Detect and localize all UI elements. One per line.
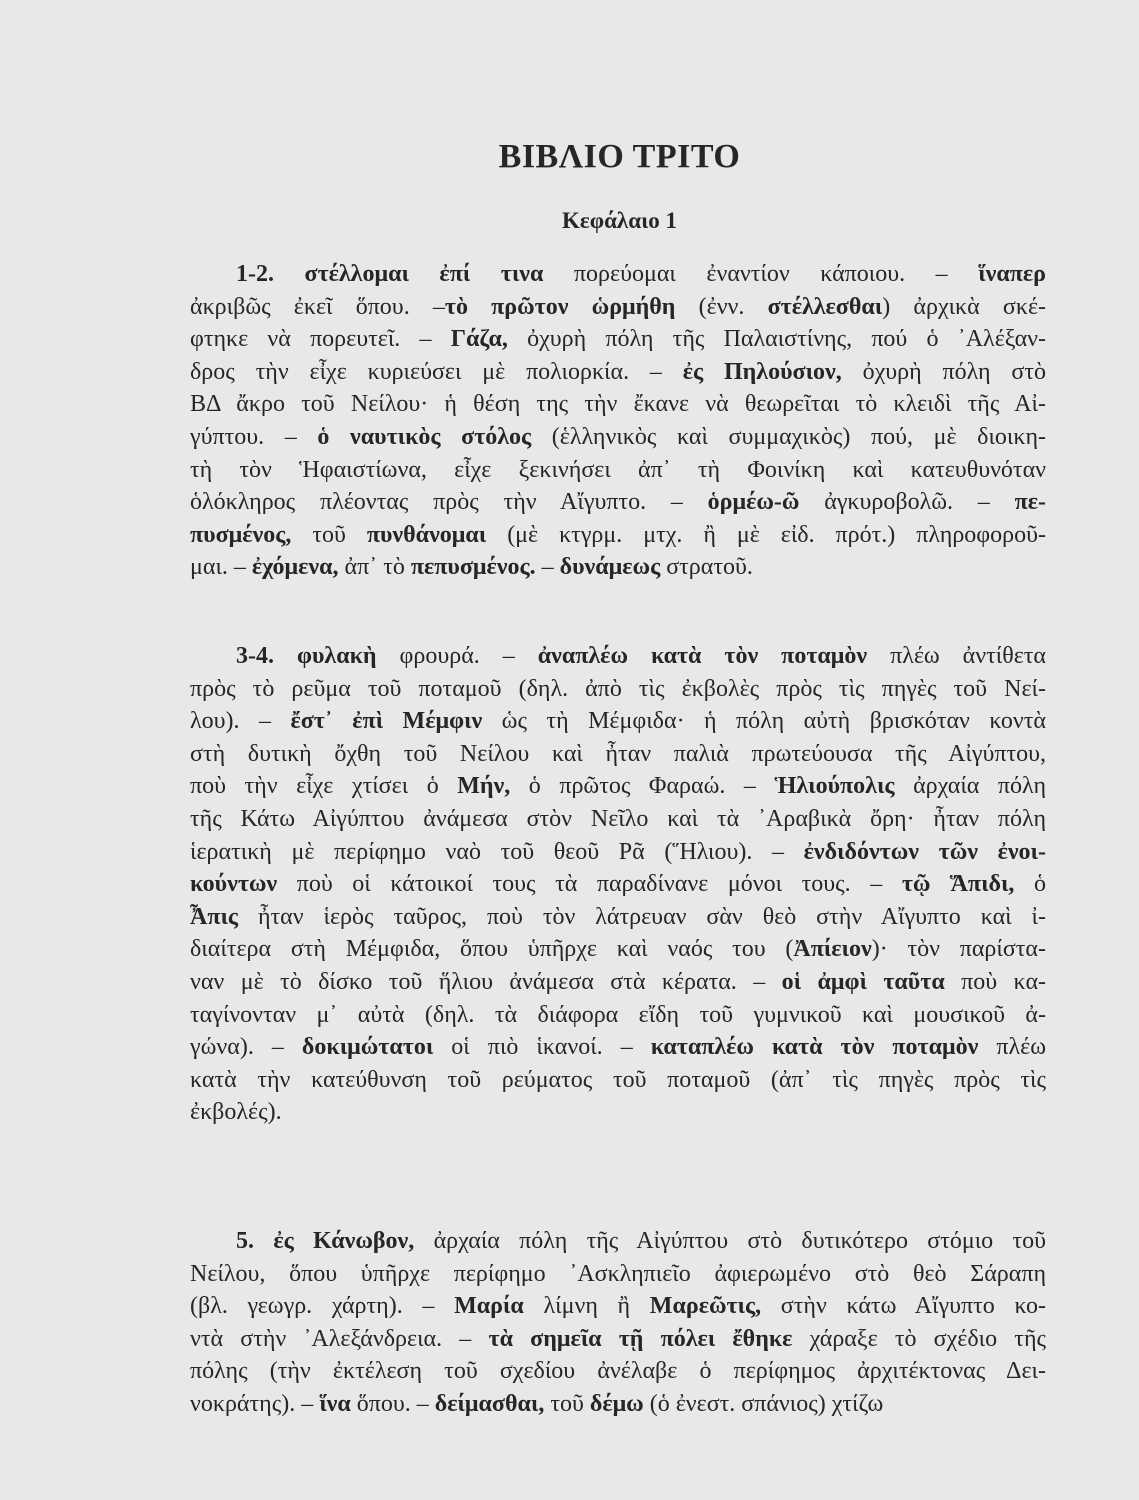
lemma-term: ἀναπλέω κατὰ τὸν ποταμὸν xyxy=(537,643,868,669)
lemma-term: πυνθάνομαι xyxy=(366,521,487,548)
lemma-term: τὰ σημεῖα τῇ πόλει ἔθηκε xyxy=(488,1325,793,1352)
gloss-text: φτηκε νὰ πορευτεῖ. – xyxy=(190,326,451,353)
gloss-text: ) ἀρχικὰ σκέ- xyxy=(882,293,1046,320)
gloss-text: ἐκβολές). xyxy=(190,1099,282,1126)
text-line xyxy=(190,519,1046,552)
lemma-term: 3-4. φυλακὴ xyxy=(236,643,377,669)
lemma-term: οἱ ἀμφὶ ταῦτα xyxy=(781,968,945,995)
text-line xyxy=(190,291,1046,324)
gloss-text: χάραξε τὸ σχέδιο τῆς xyxy=(792,1325,1046,1352)
text-line xyxy=(190,421,1046,454)
text-line xyxy=(190,966,1046,999)
gloss-text: τοῦ xyxy=(291,521,367,548)
text-line xyxy=(190,770,1046,803)
gloss-text: ὀχυρὴ πόλη τῆς Παλαιστίνης, πού ὁ ᾿Αλέξαν- xyxy=(507,326,1046,353)
lemma-term: τῷ Ἅπιδι, xyxy=(901,871,1015,898)
text-line xyxy=(190,486,1046,519)
lemma-term: ὁ ναυτικὸς στόλος xyxy=(317,423,532,450)
gloss-text: διαίτερα στὴ Μέμφιδα, ὅπου ὑπῆρχε καὶ ναός του ( xyxy=(190,936,794,963)
text-line xyxy=(190,323,1046,356)
text-line xyxy=(190,901,1046,934)
lemma-term: ἵνα xyxy=(319,1390,351,1417)
lemma-term: στέλλεσθαι xyxy=(767,293,883,320)
lemma-term: Ἆπις xyxy=(190,903,239,930)
lemma-term: πυσμένος, xyxy=(190,521,292,548)
text-line xyxy=(190,1323,1046,1356)
text-line xyxy=(190,1290,1046,1323)
text-line xyxy=(190,1064,1046,1097)
gloss-text: ΒΔ ἄκρο τοῦ Νείλου· ἡ θέση της τὴν ἔκανε νὰ θεωρεῖται τὸ κλειδὶ τῆς Αἰ- xyxy=(190,391,1046,418)
text-line xyxy=(190,551,1046,584)
gloss-text: νοκράτης). – xyxy=(190,1390,320,1417)
lemma-term: ἐς Πηλούσιον, xyxy=(682,358,842,385)
gloss-text: κατὰ τὴν κατεύθυνση τοῦ ρεύματος τοῦ ποταμοῦ (ἀπ᾿ τὶς πηγὲς πρὸς τὶς xyxy=(190,1066,1046,1093)
lemma-term: δέμω xyxy=(589,1390,644,1417)
gloss-text: πόλης (τὴν ἐκτέλεση τοῦ σχεδίου ἀνέλαβε ὁ περίφημος ἀρχιτέκτονας Δει- xyxy=(190,1358,1046,1385)
lemma-term: Ἀπίειον xyxy=(793,936,872,963)
gloss-text: οἱ πιὸ ἱκανοί. – xyxy=(433,1034,651,1061)
gloss-text: στρατοῦ. xyxy=(660,554,753,581)
gloss-text: τοῦ xyxy=(544,1390,590,1417)
lemma-term: δοκιμώτατοι xyxy=(301,1034,434,1061)
gloss-text: τὴ τὸν Ἡφαιστίωνα, εἶχε ξεκινήσει ἀπ᾿ τὴ Φοινίκη καὶ κατευθυνόταν xyxy=(190,456,1046,483)
gloss-text: τῆς Κάτω Αἰγύπτου ἀνάμεσα στὸν Νεῖλο καὶ τὰ ᾿Αραβικὰ ὄρη· ἦταν πόλη xyxy=(190,805,1046,832)
gloss-text: (ὁ ἐνεστ. σπάνιος) χτίζω xyxy=(643,1390,884,1417)
lemma-term: καταπλέω κατὰ τὸν ποταμὸν xyxy=(650,1034,979,1061)
text-line xyxy=(190,673,1046,706)
gloss-text: πρὸς τὸ ρεῦμα τοῦ ποταμοῦ (δηλ. ἀπὸ τὶς ἐκβολὲς πρὸς τὶς πηγὲς τοῦ Νεί- xyxy=(190,675,1046,702)
text-line xyxy=(190,388,1046,421)
lemma-term: τὸ πρῶτον ὡρμήθη xyxy=(444,293,676,320)
text-line xyxy=(190,933,1046,966)
gloss-text: ὡς τὴ Μέμφιδα· ἡ πόλη αὐτὴ βρισκόταν κοντὰ xyxy=(482,708,1046,735)
gloss-text: λίμνη ἢ xyxy=(523,1293,650,1320)
text-line xyxy=(190,803,1046,836)
gloss-text: δρος τὴν εἶχε κυριεύσει μὲ πολιορκία. – xyxy=(190,358,683,385)
text-line xyxy=(190,738,1046,771)
gloss-text: (μὲ κτγρμ. μτχ. ἢ μὲ εἰδ. πρότ.) πληροφοροῦ- xyxy=(486,521,1046,548)
gloss-text: (ἐνν. xyxy=(675,293,768,320)
lemma-term: ὁρμέω-ῶ xyxy=(707,489,800,516)
lemma-term: ἐνδιδόντων τῶν ἐνοι- xyxy=(803,838,1046,865)
gloss-text: ἀρχαία πόλη τῆς Αἰγύπτου στὸ δυτικότερο στόμιο τοῦ xyxy=(414,1228,1046,1254)
gloss-text: ντὰ στὴν ᾿Αλεξάνδρεια. – xyxy=(190,1325,489,1352)
gloss-text: μαι. – xyxy=(190,554,252,581)
text-line xyxy=(190,1258,1046,1291)
paragraph-1-2 xyxy=(190,258,1046,584)
gloss-text: ὀχυρὴ πόλη στὸ xyxy=(841,358,1046,385)
lemma-term: 5. ἐς Κάνωβον, xyxy=(236,1228,415,1254)
gloss-text: ποὺ τὴν εἶχε χτίσει ὁ xyxy=(190,773,458,800)
gloss-text: γώνα). – xyxy=(190,1034,302,1061)
gloss-text: γύπτου. – xyxy=(190,423,318,450)
gloss-text: ταγίνονταν μ᾿ αὐτὰ (δηλ. τὰ διάφορα εἴδη τοῦ γυμνικοῦ καὶ μουσικοῦ ἀ- xyxy=(190,1001,1046,1028)
lemma-term: Γάζα, xyxy=(450,326,508,353)
text-line xyxy=(190,836,1046,869)
gloss-text: ἱερατικὴ μὲ περίφημο ναὸ τοῦ θεοῦ Ρᾶ (Ἥλιου). – xyxy=(190,838,804,865)
lemma-term: Μήν, xyxy=(457,773,511,800)
chapter-heading: Κεφάλαιο 1 xyxy=(562,208,677,233)
text-line xyxy=(190,705,1046,738)
gloss-text: στὴν κάτω Αἴγυπτο κο- xyxy=(761,1293,1046,1320)
lemma-term: πεπυσμένος. xyxy=(410,554,536,581)
gloss-text: λου). – xyxy=(190,708,291,735)
lemma-term: Μαρία xyxy=(454,1293,524,1320)
text-line xyxy=(190,999,1046,1032)
gloss-text: ἀγκυροβολῶ. – xyxy=(799,489,1015,516)
text-line xyxy=(190,1355,1046,1388)
text-line xyxy=(190,258,1046,291)
gloss-text: ποὺ οἱ κάτοικοί τους τὰ παραδίνανε μόνοι τους. – xyxy=(277,871,902,898)
lemma-term: κούντων xyxy=(190,871,278,898)
paragraph-5 xyxy=(190,1225,1046,1421)
gloss-text: ἀπ᾿ τὸ xyxy=(338,554,411,581)
gloss-text: ἀρχαία πόλη xyxy=(894,773,1046,800)
gloss-text: ποὺ κα- xyxy=(944,968,1046,995)
gloss-text: Νείλου, ὅπου ὑπῆρχε περίφημο ᾿Ασκληπιεῖο ἀφιερωμένο στὸ θεὸ Σάραπη xyxy=(190,1260,1046,1287)
text-line xyxy=(190,1031,1046,1064)
gloss-text: ναν μὲ τὸ δίσκο τοῦ ἥλιου ἀνάμεσα στὰ κέρατα. – xyxy=(190,968,782,995)
gloss-text: στὴ δυτικὴ ὄχθη τοῦ Νείλου καὶ ἦταν παλιὰ πρωτεύουσα τῆς Αἰγύπτου, xyxy=(190,740,1046,767)
lemma-term: 1-2. στέλλομαι ἐπί τινα xyxy=(236,261,544,287)
gloss-text: πλέω ἀντίθετα xyxy=(867,643,1046,669)
text-line xyxy=(190,1388,1046,1421)
gloss-text: ὁ xyxy=(1014,871,1046,898)
lemma-term: ἵναπερ xyxy=(978,261,1046,287)
lemma-term: δυνάμεως xyxy=(559,554,661,581)
text-line xyxy=(190,454,1046,487)
gloss-text: (βλ. γεωγρ. χάρτη). – xyxy=(190,1293,455,1320)
paragraph-3-4 xyxy=(190,640,1046,1129)
gloss-text: )· τὸν παρίστα- xyxy=(871,936,1046,963)
gloss-text: φρουρά. – xyxy=(376,643,538,669)
lemma-term: Μαρεῶτις, xyxy=(649,1293,762,1320)
gloss-text: ἦταν ἱερὸς ταῦρος, ποὺ τὸν λάτρευαν σὰν θεὸ στὴν Αἴγυπτο καὶ ἰ- xyxy=(238,903,1046,930)
text-line xyxy=(190,1096,1046,1129)
gloss-text: ὁλόκληρος πλέοντας πρὸς τὴν Αἴγυπτο. – xyxy=(190,489,708,516)
lemma-term: πε- xyxy=(1014,489,1046,516)
book-title: ΒΙΒΛΙΟ ΤΡΙΤΟ xyxy=(498,138,741,175)
lemma-term: Ἡλιούπολις xyxy=(774,773,895,800)
text-line xyxy=(190,868,1046,901)
text-line xyxy=(190,640,1046,673)
text-line xyxy=(190,356,1046,389)
lemma-term: δείμασθαι, xyxy=(434,1390,545,1417)
gloss-text: (ἑλληνικὸς καὶ συμμαχικὸς) πού, μὲ διοικη- xyxy=(531,423,1046,450)
lemma-term: ἐχόμενα, xyxy=(251,554,339,581)
gloss-text: πορεύομαι ἐναντίον κάποιου. – xyxy=(543,261,979,287)
gloss-text: πλέω xyxy=(978,1034,1046,1061)
gloss-text: – xyxy=(535,554,560,581)
lemma-term: ἔστ᾿ ἐπὶ Μέμφιν xyxy=(290,708,483,735)
text-line xyxy=(190,1225,1046,1258)
gloss-text: ὁ πρῶτος Φαραώ. – xyxy=(510,773,775,800)
gloss-text: ὅπου. – xyxy=(350,1390,435,1417)
gloss-text: ἀκριβῶς ἐκεῖ ὅπου. – xyxy=(190,293,445,320)
